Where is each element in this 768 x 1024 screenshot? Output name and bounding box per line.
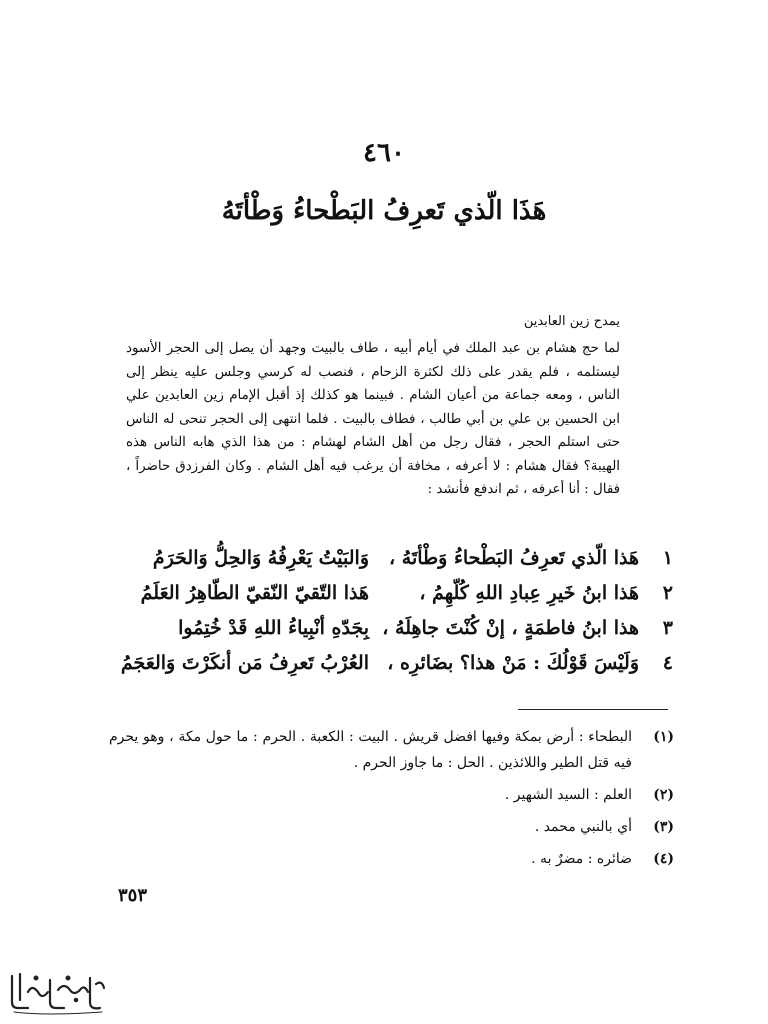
verse-first-hemistich: هَذا ابنُ خَيرِ عِبادِ اللهِ كُلّهِمُ ،: [419, 582, 639, 604]
verse-line: [83, 617, 673, 652]
poem-number: ٤٦٠: [363, 138, 405, 168]
verse-second-hemistich: العُرْبُ تَعرِفُ مَن أنكَرْتَ وَالعَجَمُ: [120, 652, 369, 674]
footnote-text: أي بالنبي محمد .: [534, 819, 632, 835]
footnotes-list: [109, 724, 674, 878]
footnote: [109, 724, 674, 776]
praise-line: يمدح زين العابدين: [523, 314, 620, 329]
footnote-text: العلم : السيد الشهير .: [504, 787, 632, 803]
verse-number: ٤: [662, 652, 673, 674]
watermark-logo: [6, 962, 110, 1018]
verse-second-hemistich: هَذا التّقيّ النّقيّ الطّاهِرُ العَلَمُ: [140, 582, 369, 604]
page-number: ٣٥٣: [118, 885, 148, 906]
verse-number: ١: [662, 547, 673, 569]
verses-list: [83, 547, 673, 687]
footnote-number: (١): [653, 729, 674, 745]
footnote: [109, 782, 674, 808]
footnote-number: (٣): [653, 819, 674, 835]
verse-second-hemistich: بِجَدّهِ أنْبِياءُ اللهِ قَدْ خُتِمُوا: [178, 617, 369, 639]
verse-first-hemistich: هَذا الّذي تَعرِفُ البَطْحاءُ وَطْأتَهُ ،: [389, 547, 639, 569]
verse-line: [83, 652, 673, 687]
footnote-number: (٢): [653, 787, 674, 803]
intro-paragraph: لما حج هشام بن عبد الملك في أيام أبيه ، طاف بالبيت وجهد أن يصل إلى الحجر الأسود ليستلمه ، فلم يقدر على ذلك لكثرة الزحام ، فنصب له كرسي وجلس عليه ينظر إلى الناس ، ومعه جماعة من أعيان الشام . فبينما هو كذلك إذ أقبل الإمام زين العابدين علي ابن الحسين بن علي بن أبي طالب ، فطاف بالبيت . فلما انتهى إلى الحجر تنحى له الناس حتى استلم الحجر ، فقال رجل من أهل الشام لهشام : من هذا الذي هابه الناس هذه الهيبة؟ فقال هشام : لا أعرفه ، مخافة أن يرغب فيه أهل الشام . وكان الفرزدق حاضراً ، فقال : أنا أعرفه ، ثم اندفع فأنشد :: [126, 341, 620, 497]
footnote: [109, 846, 674, 872]
footnote-number: (٤): [653, 851, 674, 867]
footnote: [109, 814, 674, 840]
verse-first-hemistich: هذا ابنُ فاطمَةٍ ، إنْ كُنْتَ جاهِلَهُ ،: [382, 617, 639, 639]
footnote-divider: [518, 709, 668, 710]
footnote-text: البطحاء : أرض بمكة وفيها افضل قريش . البيت : الكعبة . الحرم : ما حول مكة ، وهو يحرم فيه قتل الطير واللائذين . الحل : ما جاوز الحرم .: [109, 729, 632, 771]
verse-first-hemistich: وَلَيْسَ قَوْلُكَ : مَنْ هذا؟ بضَائرِه ،: [387, 652, 639, 674]
verse-number: ٣: [662, 617, 673, 639]
verse-line: [83, 547, 673, 582]
verse-number: ٢: [662, 582, 673, 604]
verse-line: [83, 582, 673, 617]
footnote-text: ضائره : مضرٌ به .: [531, 851, 632, 867]
poem-title: هَذَا الّذي تَعرِفُ البَطْحاءُ وَطْأتَهُ: [221, 196, 547, 226]
verse-second-hemistich: وَالبَيْتُ يَعْرِفُهُ وَالحِلُّ وَالحَرَمُ: [152, 547, 369, 569]
